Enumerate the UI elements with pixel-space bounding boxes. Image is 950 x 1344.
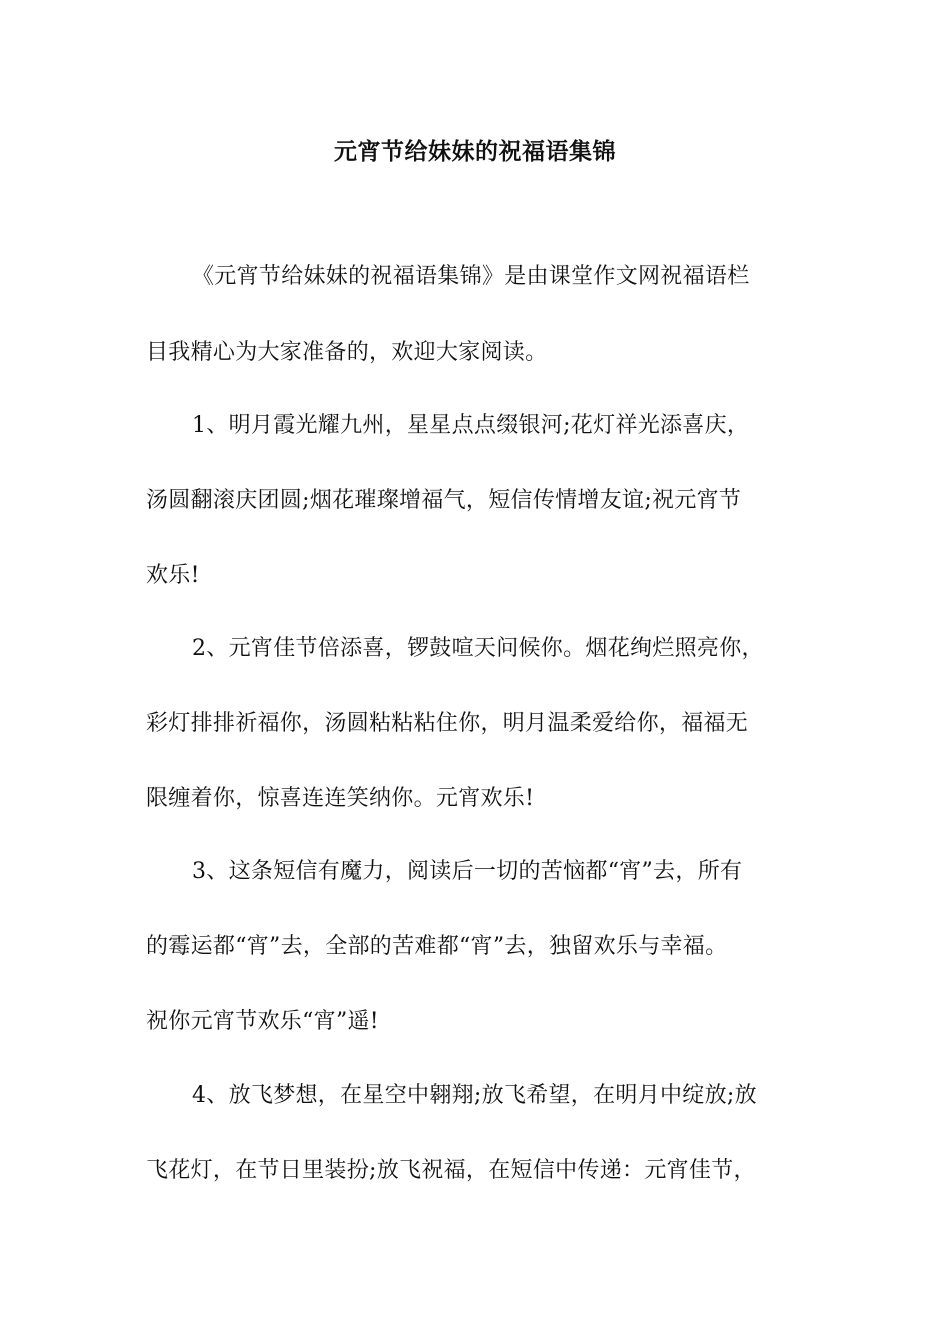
- document-title: 元宵节给妹妹的祝福语集锦: [334, 139, 616, 165]
- item-1-line-1: 1、明月霞光耀九州，星星点点缀银河;花灯祥光添喜庆，: [192, 413, 750, 438]
- item-2-line-1: 2、元宵佳节倍添喜，锣鼓喧天问候你。烟花绚烂照亮你，: [192, 636, 764, 661]
- item-3-line-1: 3、这条短信有魔力，阅读后一切的苦恼都“宵”去，所有: [192, 859, 743, 884]
- intro-line-2: 目我精心为大家准备的，欢迎大家阅读。: [146, 340, 548, 365]
- intro-line-1: 《元宵节给妹妹的祝福语集锦》是由课堂作文网祝福语栏: [192, 264, 750, 289]
- item-3-line-2: 的霉运都“宵”去，全部的苦难都“宵”去，独留欢乐与幸福。: [146, 934, 728, 959]
- item-1-line-2: 汤圆翻滚庆团圆;烟花璀璨增福气，短信传情增友谊;祝元宵节: [146, 488, 742, 513]
- item-2-line-3: 限缠着你，惊喜连连笑纳你。元宵欢乐!: [146, 786, 535, 811]
- item-4-line-1: 4、放飞梦想，在星空中翱翔;放飞希望，在明月中绽放;放: [192, 1083, 757, 1108]
- item-3-line-3: 祝你元宵节欢乐“宵”遥!: [146, 1009, 379, 1034]
- item-2-line-2: 彩灯排排祈福你，汤圆粘粘粘住你，明月温柔爱给你，福福无: [146, 711, 749, 736]
- item-1-line-3: 欢乐!: [146, 563, 200, 588]
- item-4-line-2: 飞花灯，在节日里装扮;放飞祝福，在短信中传递：元宵佳节，: [146, 1158, 756, 1183]
